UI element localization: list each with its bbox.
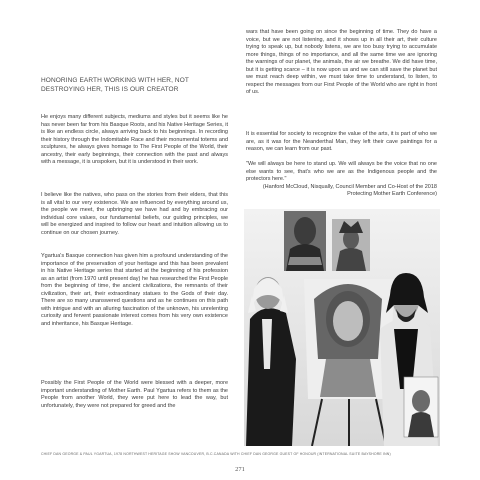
left-paragraph-4: Possibly the First People of the World were blessed with a deeper, more important understanding of Mother Earth. Paul Ygartua refers to them as the People from another World, they were put here to lead the way, but unfortunately, they were not prepared for greed and the [41, 380, 228, 409]
left-paragraph-1: He enjoys many different subjects, mediums and styles but it seems like he has never been far from his Basque Roots, and his Native Heritage Series, it is like an endless circle, always arriving back to his beginnings. In recording their history through the Indomitable Race and their monumental totems and sculptures, he always gives homage to The First People of the World, their ancestry, their early beginnings, their connection with the past and always with a message, it is unspoken, but it is understood in their work. [41, 114, 228, 166]
left-paragraph-3: Ygartua's Basque connection has given him a profound understanding of the importance of the preservation of your heritage and this has been prevalent in his Native Heritage series that started at the beginning of his profession as an artist (from 1970 until present day) he has researched the First People from the beginning of time, the ancient civilizations, the remnants of their civilization, their art, their extraordinary statues to the Gods of their day. There are so many unanswered questions and as he continues on this path with intrigue and with an alluring fascination of the unknown, his unrelenting curiosity and fervent passionate interest comes from his very own existence and inheritance, his Basque Heritage. [41, 253, 228, 327]
heading-line-2: DESTROYING HER, THIS IS OUR CREATOR [41, 85, 179, 93]
right-column [246, 29, 437, 97]
painting-lower-right [404, 377, 438, 437]
right-paragraph-3: "We will always be here to stand up. We will always be the voice that no one else wants to see, that's who we are as the Indigenous people and the protectors here." [246, 161, 437, 183]
left-column-2 [41, 192, 228, 237]
left-column-3 [41, 253, 228, 328]
left-paragraph-2: I believe like the natives, who pass on the stories from their elders, that this is all vital to our very existence. We are influenced by everything around us, the people we meet, the upbringing we have had and by embracing our individual core values, our fundamental beliefs, our guiding principles, we will be energized and inspired to follow our heart and intuition allowing us to continue on our chosen journey. [41, 192, 228, 236]
photograph-chief-dan-george-and-paul-ygartua [244, 209, 440, 446]
right-paragraph-2: It is essential for society to recognize the value of the arts, it is part of who we are, as it was for the Neanderthal Man, they left their cave paintings for a reason, we can learn from our past. [246, 131, 437, 153]
painting-upper-center [332, 219, 370, 271]
right-paragraph-1: wars that have been going on since the beginning of time. They do have a voice, but we are not listening, and it shows up in all their art, their culture trying to speak up, but nobody listens, we are too busy trying to accumulate more things, things of no importance, and all the same time we are ignoring the warnings of our planet, the animals, the air we breathe. We did have time, but it is getting scarce – it is now upon us and we can still save the planet but we must reach deep within, we must take time to understand, to listen, to respect the messages from our First People of the World who are right in front of us. [246, 29, 437, 96]
right-column-2 [246, 131, 437, 154]
page-number: 271 [235, 466, 245, 473]
quote-credit-line-1: (Hanford McCloud, Nisqually, Council Member and Co-Host of the 2018 [262, 183, 437, 190]
left-column-4 [41, 380, 228, 410]
article-heading [41, 77, 231, 94]
left-column [41, 114, 228, 184]
quote-credit-line-2: Protecting Mother Earth Conference) [347, 191, 437, 198]
heading-line-1: HONORING EARTH WORKING WITH HER, NOT [41, 77, 189, 84]
painting-upper-left [284, 211, 326, 271]
right-column-3 [246, 161, 437, 199]
photo-caption: CHIEF DAN GEORGE & PAUL YGARTUA, 1978 NORTHWEST HERITAGE SHOW VANCOUVER, B.C.CANADA WITH CHIEF DAN GEORGE GUEST OF HONOUR (INTERNATIONAL SUITE BAYSHORE INN) [41, 452, 391, 456]
